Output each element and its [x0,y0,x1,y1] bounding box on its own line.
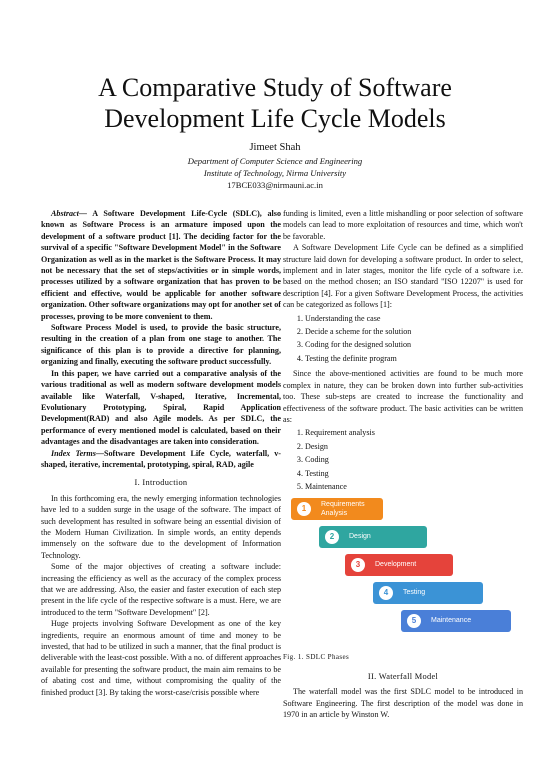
index-terms-text: Software Development Life Cycle, waterfall, v-shaped, iterative, incremental, prototyping, spiral, RAD, agile [41,448,282,469]
activity-list [283,313,523,365]
figure-caption: Fig. 1. SDLC Phases [283,653,350,662]
abstract-label: Abstract— [51,209,87,218]
abstract-text-1: A Software Development Life-Cycle (SDLC), also known as Software Process is an armature imposed upon the development of a software product [1]. The deciding factor for the survival of a specific "Software Development Model" in the Software Organization as well as in the market is the Software Process. It may not be necessary that the set of steps/activities or in simple words, processes utilized by a software organization that has proven to be efficient and effective, would be applicable for another software organization. Other software organizations may opt for another set of processes, proving to be more convenient to them. [41,209,281,321]
phase-number: 2 [325,530,339,544]
right-column [283,208,523,720]
right-paragraph-1: funding is limited, even a little mishandling or poor selection of software models can lead to more exploitation of resources and time, which won't be favorable. [283,209,523,241]
list-item: 3. Coding [305,454,523,465]
list-item: 2. Decide a scheme for the solution [305,326,523,337]
phase-number: 1 [297,502,311,516]
affiliation-institute: Institute of Technology, Nirma University [203,168,347,178]
phase-label: Maintenance [431,617,472,624]
list-item: 4. Testing the definite program [305,353,523,364]
phase-label: Development [375,561,417,568]
index-terms-label: Index Terms— [51,448,104,458]
phase-label: Design [349,533,371,540]
phase-step [345,554,453,576]
phase-step [319,526,427,548]
author-name: Jimeet Shah [249,142,301,153]
right-paragraph-3: Since the above-mentioned activities are found to be much more complex in nature, they can be broken down into further sub-activities too. These sub-steps are created to increase the functionality and effectiveness of the software product. The basic activities can be written as: [283,369,523,424]
right-paragraph-2: A Software Development Life Cycle can be defined as a simplified structure laid down for developing a software product. In order to select, implement and in later stages, monitor the life cycle of a software i.e. based on the method chosen; an ISO standard "ISO 12207" is used for description [4]. For a given Software Development Process, the activities can be categorized as follows [1]: [283,243,523,310]
abstract-paragraph-2: Software Process Model is used, to provide the basic structure, resulting in the creation of a plan from one stage to another. The significance of this plan is to provide a directive for planning, organizing and finally, executing the software product successfully. [41,323,281,367]
abstract-paragraph-1 [41,208,281,322]
phase-number: 5 [407,614,421,628]
intro-paragraph-2: Some of the major objectives of creating a software include: increasing the efficiency as well as the accuracy of the complex process that we are addressing. Also, the easier and faster execution of each step present in the life cycle of the respective software is a must. Here, we are introduced to the term "Software Development" [2]. [41,562,281,617]
waterfall-paragraph-1: The waterfall model was the first SDLC model to be introduced in Software Engineering. The first description of the model was done in 1970 in an article by Winston W. [283,687,523,719]
phase-number: 3 [351,558,365,572]
intro-paragraph-1: In this forthcoming era, the newly emerging information technologies have led to a sudden surge in the usage of the software. The impact of such development has resulted in software being an essential division of the Modern Human Civilization. In simple words, an entity depends immensely on the software due to the development of Information Technology. [41,493,281,560]
phase-label: Testing [403,589,426,596]
list-item: 4. Testing [305,468,523,479]
abstract-paragraph-3: In this paper, we have carried out a comparative analysis of the various traditional as well as modern software development models available like Waterfall, V-shaped, Iterative, Incremental, Evolutionary Prototyping, Spiral, Rapid Application Development(RAD) and also Agile models. As per SDLC, the performance of every mentioned model is calculated, based on their advantages and the disadvantages are taken into consideration. [41,368,281,447]
list-item: 1. Requirement analysis [305,427,523,438]
list-item: 2. Design [305,441,523,452]
phase-step [291,498,383,520]
list-item: 3. Coding for the designed solution [305,339,523,350]
paper-title: A Comparative Study of Software Development Life Cycle Models [98,73,452,133]
author-email: 17BCE033@nirmauni.ac.in [227,180,323,190]
phase-label: Requirements Analysis [321,500,365,517]
phase-step [373,582,483,604]
phase-number: 4 [379,586,393,600]
intro-paragraph-3: Huge projects involving Software Development as one of the key ingredients, require an enormous amount of time and money to be invested, that had to be utilized in such a manner, that the final product is deliverable with the least-cost possible. With a no. of different approaches available for presenting the software product, the main aim remains to be of abating cost and time, without compromising the quality of the finished product [3]. By taking the worst-case/crisis possible where [41,619,281,697]
author-affiliation [0,155,550,179]
section-heading-waterfall: II. Waterfall Model [367,671,439,681]
phase-step [401,610,511,632]
left-column [41,208,281,698]
affiliation-department: Department of Computer Science and Engineering [187,156,363,166]
section-heading-introduction: I. Introduction [134,478,188,488]
list-item: 1. Understanding the case [305,313,523,324]
list-item: 5. Maintenance [305,481,523,492]
index-terms [41,448,281,471]
sdlc-phases-figure [283,496,523,646]
basic-activity-list [283,427,523,492]
